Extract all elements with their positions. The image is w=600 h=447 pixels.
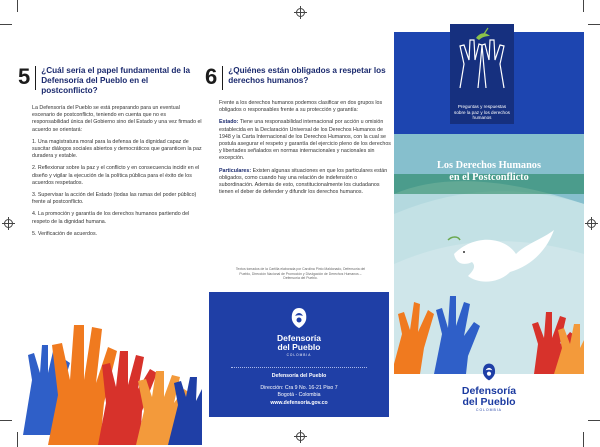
panel-question-5 — [18, 32, 202, 417]
question-header — [205, 66, 393, 90]
peace-hands-icon — [450, 24, 514, 104]
crop-mark — [588, 420, 600, 421]
crop-mark — [0, 420, 12, 421]
answer-item: 3. Supervisar la acción del Estado (todas las ramas del poder público) frente al postconflicto. — [32, 192, 197, 206]
estado-text: Tiene una responsabilidad internacional por acción u omisión establecida en la Declaración Universal de los Derechos Humanos de 1948 y la Carta Internacional de los Derechos Humanos, con la cual se postula asegurar el respeto y garantía del ejercicio pleno de los derechos y libertades señalados en normas internacionales y nacionales sin excepción. — [219, 119, 391, 162]
registration-mark-icon — [296, 432, 305, 441]
estado-label: Estado: — [219, 119, 239, 126]
logo-name-line1: Defensoría — [277, 333, 321, 343]
logo-country: COLOMBIA — [286, 353, 312, 357]
particulares-label: Particulares: — [219, 167, 252, 174]
question-title: ¿Quiénes están obligados a respetar los derechos humanos? — [228, 66, 386, 85]
logo-name-line1: Defensoría — [461, 385, 517, 397]
source-fineprint: Textos tomados de la Cartilla elaborada por Carolina Pinto Maldonado, Defensoría del Pueblo, Dirección Nacional de Promoción y Divulgación de Derechos Humanos – Defensoría del Pueblo. — [235, 267, 366, 280]
contact-website-link[interactable]: www.defensoria.gov.co — [270, 399, 328, 406]
panel-question-6 — [205, 32, 393, 417]
answer-item: 5. Verificación de acuerdos. — [32, 230, 98, 237]
cover-title — [394, 160, 584, 184]
cover-title-line2: en el Postconflicto — [449, 172, 529, 183]
answer-intro: La Defensoría del Pueblo se está preparando para un eventual escenario de postconflicto, teniendo en cuenta que no es responsabilidad única del Gobierno sino del Estado y una vez firmado el acuerdo se orientará: — [32, 105, 202, 133]
logo-country: COLOMBIA — [476, 408, 502, 412]
contact-address: Dirección: Cra 9 No. 16-21 Piso 7 — [260, 384, 338, 391]
logo-name-line2: del Pueblo — [277, 342, 321, 352]
question-title: ¿Cuál sería el papel fundamental de la Defensoría del Pueblo en el postconflicto? — [41, 66, 191, 95]
answer-item: 1. Una magistratura moral para la defensa de la dignidad capaz de suscitar diálogos sociales abiertos y democráticos que garanticen la paz duradera y estable. — [32, 138, 202, 160]
logo-name-line2: del Pueblo — [462, 395, 516, 408]
front-cover — [394, 32, 584, 417]
answer-body — [219, 100, 393, 196]
registration-mark-icon — [4, 219, 13, 228]
cover-header-band — [394, 32, 584, 134]
crop-mark — [583, 432, 584, 447]
answer-item: 4. La promoción y garantía de los derechos humanos partiendo del respeto de la dignidad humana. — [32, 211, 190, 225]
cover-defensoria-logo — [394, 362, 584, 412]
answer-particulares — [219, 168, 393, 197]
question-number: 6 — [205, 66, 223, 90]
crop-mark — [0, 24, 12, 25]
defensoria-emblem-icon — [480, 362, 498, 382]
particulares-text: Existen algunas situaciones en que los particulares están obligados, como cuando hay una relación de indefensión o subordinación. Además de esto, constitucionalmente los ciudadanos tienen el deber de defender y difundir los derechos humanos. — [219, 167, 388, 196]
defensoria-logo — [277, 306, 321, 357]
contact-info — [209, 373, 389, 407]
dotted-divider — [231, 367, 367, 368]
back-cover-contact-box — [209, 292, 389, 417]
crop-mark — [583, 0, 584, 12]
question-header — [18, 66, 202, 96]
contact-title: Defensoría del Pueblo — [271, 373, 327, 379]
defensoria-emblem-icon — [289, 306, 309, 330]
crop-mark — [588, 24, 600, 25]
registration-mark-icon — [587, 219, 596, 228]
cover-caption: Preguntas y respuestas sobre la paz y los derechos humanos — [454, 104, 510, 120]
answer-item: 2. Reflexionar sobre la paz y el conflicto y en consecuencia incidir en el diseño y vigilar la ejecución de la política pública para el éxito de los acuerdos respetados. — [32, 165, 200, 186]
registration-mark-icon — [296, 8, 305, 17]
raised-hands-illustration — [18, 285, 202, 445]
crop-mark — [17, 0, 18, 12]
answer-intro: Frente a los derechos humanos podemos clasificar en dos grupos los obligados o responsables frente a su protección y garantía: — [219, 100, 383, 114]
question-number: 5 — [18, 66, 36, 90]
answer-estado — [219, 119, 393, 162]
cover-title-line1: Los Derechos Humanos — [437, 160, 541, 171]
contact-city: Bogotá - Colombia — [277, 392, 321, 398]
answer-body — [32, 105, 202, 238]
